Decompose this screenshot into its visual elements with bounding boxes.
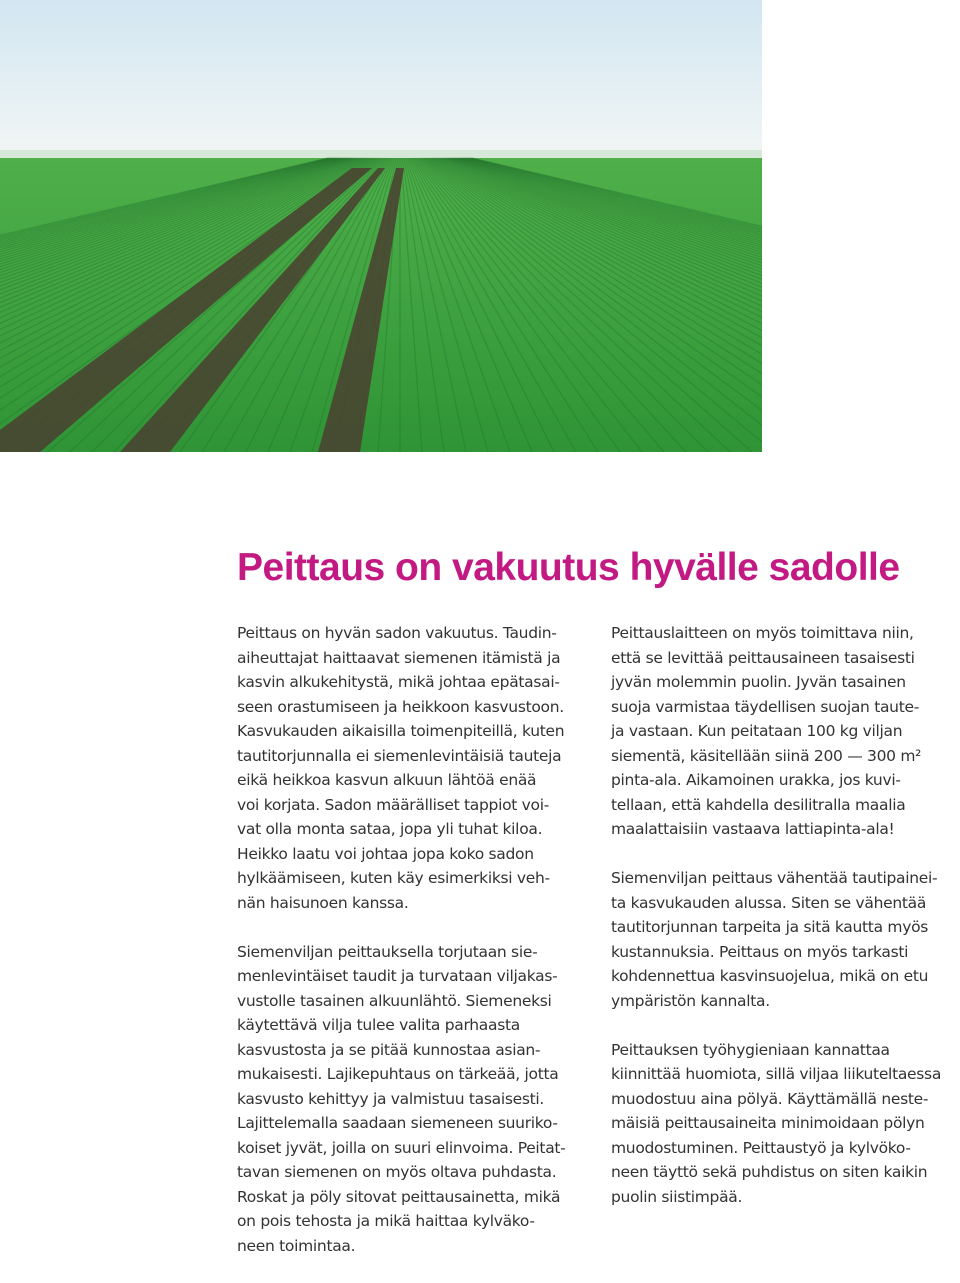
text-line: Peittauksen työhygieniaan kannattaa bbox=[611, 1040, 890, 1059]
text-column-left bbox=[237, 621, 582, 1283]
text-line: kiinnittää huomiota, sillä viljaa liikuteltaessa bbox=[611, 1065, 942, 1083]
text-line: vat olla monta sataa, jopa yli tuhat kiloa. bbox=[237, 820, 543, 838]
page-title: Peittaus on vakuutus hyvälle sadolle bbox=[237, 546, 900, 589]
text-line: mäisiä peittausaineita minimoidaan pölyn bbox=[611, 1114, 925, 1132]
text-line: hylkäämiseen, kuten käy esimerkiksi veh- bbox=[237, 869, 550, 887]
text-line: tautitorjunnalla ei siemenlevintäisiä tauteja bbox=[237, 746, 562, 765]
text-line: menlevintäiset taudit ja turvataan viljakas- bbox=[237, 967, 558, 985]
text-line: Siemenviljan peittaus vähentää tautipainei- bbox=[611, 869, 938, 887]
text-line: tavan siemenen on myös oltava puhdasta. bbox=[237, 1163, 557, 1181]
text-line: neen toimintaa. bbox=[237, 1236, 356, 1255]
text-line: on pois tehosta ja mikä haittaa kylväko- bbox=[237, 1212, 535, 1230]
text-line: eikä heikkoa kasvun alkuun lähtöä enää bbox=[237, 771, 537, 789]
text-line: että se levittää peittausaineen tasaisesti bbox=[611, 648, 915, 667]
text-line: tautitorjunnan tarpeita ja sitä kautta myös bbox=[611, 918, 929, 936]
text-line: kohdennettua kasvinsuojelua, mikä on etu bbox=[611, 967, 929, 985]
text-line: Lajittelemalla saadaan siemeneen suuriko- bbox=[237, 1114, 558, 1132]
text-line: pinta-ala. Aikamoinen urakka, jos kuvi- bbox=[611, 771, 901, 789]
sky bbox=[0, 0, 762, 158]
text-line: ja vastaan. Kun peitataan 100 kg viljan bbox=[611, 722, 903, 740]
text-line: kustannuksia. Peittaus on myös tarkasti bbox=[611, 942, 909, 961]
text-line: voi korjata. Sadon määrälliset tappiot voi- bbox=[237, 795, 550, 814]
paragraph bbox=[611, 866, 960, 1013]
text-line: aiheuttajat haittaavat siemenen itämistä ja bbox=[237, 648, 561, 667]
text-line: kasvustosta ja se pitää kunnostaa asian- bbox=[237, 1040, 541, 1059]
text-line: ta kasvukauden alussa. Siten se vähentää bbox=[611, 893, 927, 912]
text-line: Siemenviljan peittauksella torjutaan sie- bbox=[237, 942, 538, 961]
text-line: Heikko laatu voi johtaa jopa koko sadon bbox=[237, 844, 534, 863]
text-line: koiset jyvät, joilla on suuri elinvoima. Peitat- bbox=[237, 1138, 566, 1157]
text-line: mukaisesti. Lajikepuhtaus on tärkeää, jotta bbox=[237, 1065, 559, 1083]
text-line: neen täyttö sekä puhdistus on siten kaikin bbox=[611, 1163, 928, 1181]
paragraph bbox=[611, 621, 960, 842]
text-line: muodostuu aina pölyä. Käyttämällä neste- bbox=[611, 1089, 929, 1108]
text-line: Peittauslaitteen on myös toimittava niin, bbox=[611, 624, 914, 642]
text-line: ympäristön kannalta. bbox=[611, 991, 770, 1010]
text-line: muodostuminen. Peittaustyö ja kylvöko- bbox=[611, 1138, 911, 1157]
text-line: Kasvukauden aikaisilla toimenpiteillä, kuten bbox=[237, 722, 565, 740]
text-line: jyvän molemmin puolin. Jyvän tasainen bbox=[611, 673, 906, 691]
text-line: Roskat ja pöly sitovat peittausainetta, mikä bbox=[237, 1187, 561, 1206]
text-line: suoja varmistaa täydellisen suojan taute- bbox=[611, 697, 920, 716]
text-column-right bbox=[611, 621, 960, 1234]
text-line: käytettävä vilja tulee valita parhaasta bbox=[237, 1016, 520, 1034]
field-photo bbox=[0, 0, 762, 452]
text-line: kasvin alkukehitystä, mikä johtaa epätasai- bbox=[237, 673, 560, 691]
paragraph bbox=[611, 1038, 960, 1210]
field-illustration bbox=[0, 0, 762, 452]
text-line: tellaan, että kahdella desilitralla maalia bbox=[611, 795, 906, 814]
text-line: Peittaus on hyvän sadon vakuutus. Taudin- bbox=[237, 624, 557, 642]
paragraph bbox=[237, 621, 582, 915]
text-line: seen orastumiseen ja heikkoon kasvustoon. bbox=[237, 697, 564, 716]
text-line: siementä, käsitellään siinä 200 — 300 m² bbox=[611, 746, 922, 765]
text-line: puolin siistimpää. bbox=[611, 1187, 743, 1206]
text-line: kasvusto kehittyy ja valmistuu tasaisesti. bbox=[237, 1089, 545, 1108]
text-line: maalattaisiin vastaava lattiapinta-ala! bbox=[611, 820, 895, 838]
text-line: nän haisunoen kanssa. bbox=[237, 893, 409, 912]
paragraph bbox=[237, 940, 582, 1259]
text-line: vustolle tasainen alkuunlähtö. Siemeneksi bbox=[237, 991, 552, 1010]
